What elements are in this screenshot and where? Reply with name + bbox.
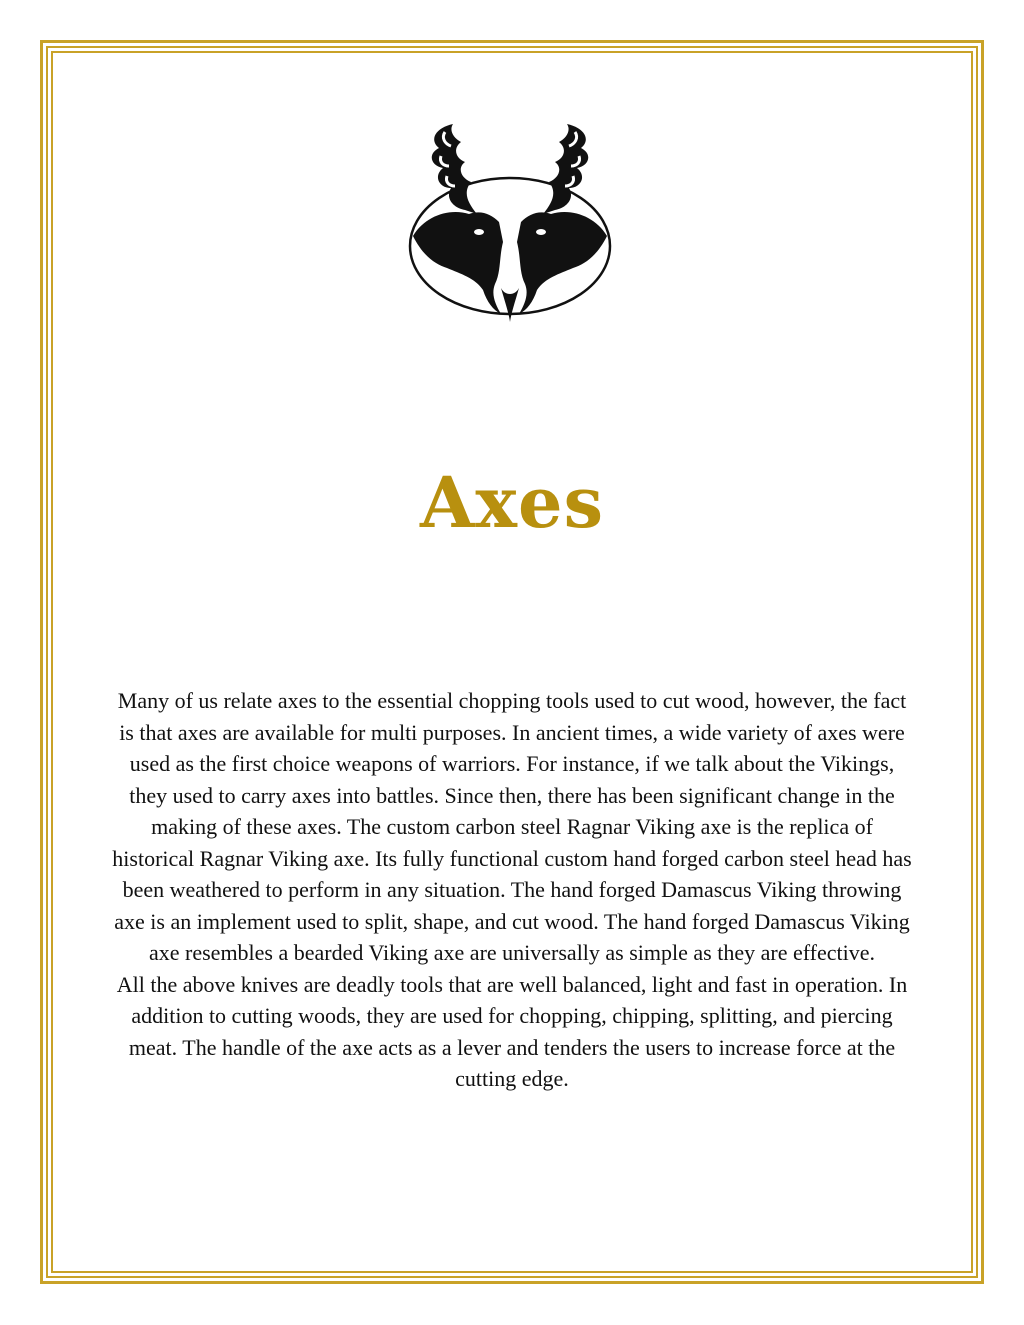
body-text bbox=[112, 685, 912, 1095]
body-paragraph: Many of us relate axes to the essential chopping tools used to cut wood, however, the fact is that axes are available for multi purposes. In ancient times, a wide variety of axes were used as the first choice weapons of warriors. For instance, if we talk about the Vikings, they used to carry axes into battles. Since then, there has been significant change in the making of these axes. The custom carbon steel Ragnar Viking axe is the replica of historical Ragnar Viking axe. Its fully functional custom hand forged carbon steel head has been weathered to perform in any situation. The hand forged Damascus Viking throwing axe is an implement used to split, shape, and cut wood. The hand forged Damascus Viking axe resembles a bearded Viking axe are universally as simple as they are effective. bbox=[112, 688, 912, 965]
ibex-head-emblem-icon bbox=[405, 118, 615, 323]
body-paragraph: All the above knives are deadly tools that are well balanced, light and fast in operation. In addition to cutting woods, they are used for chopping, chipping, splitting, and piercing meat. The handle of the axe acts as a lever and tenders the users to increase force at the cutting edge. bbox=[116, 971, 908, 1091]
page-title: Axes bbox=[420, 461, 604, 544]
